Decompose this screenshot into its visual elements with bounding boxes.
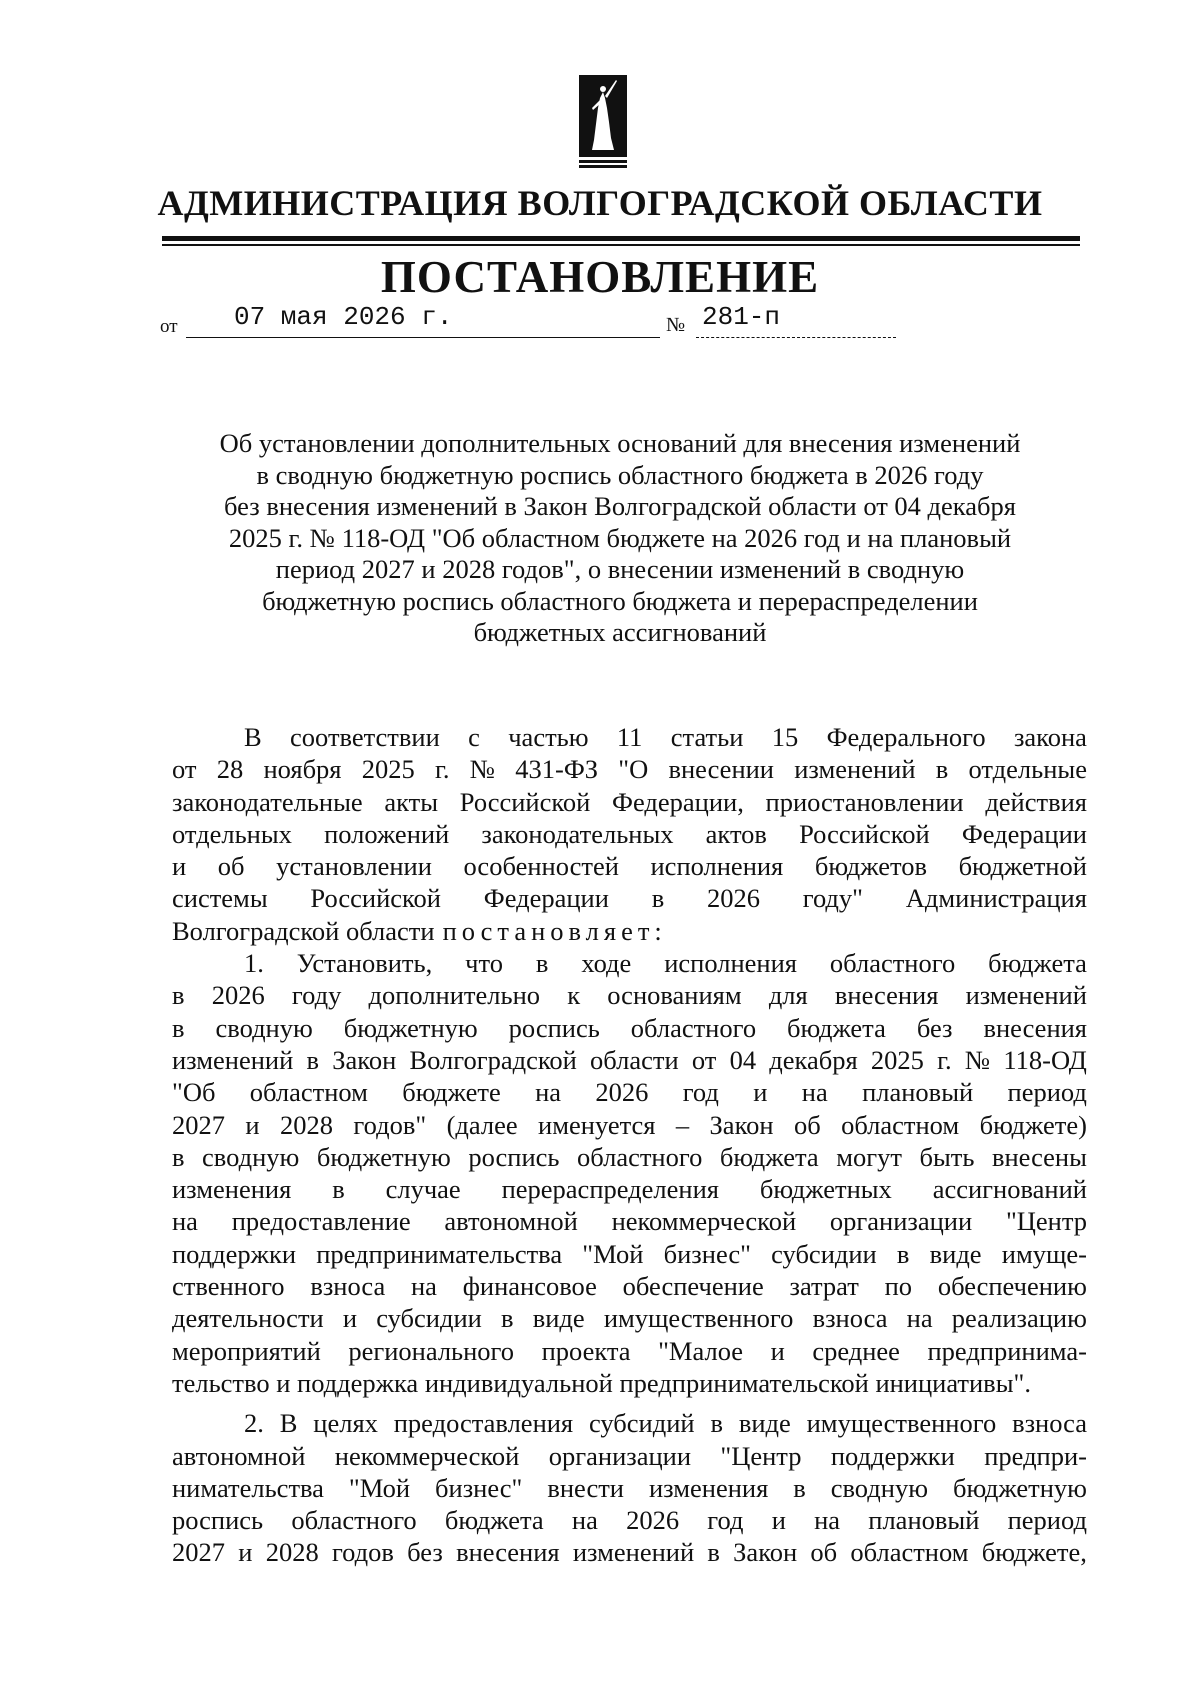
word: бюджетных xyxy=(759,1174,892,1205)
paragraph-gap xyxy=(172,1399,1087,1407)
word: бюджетную xyxy=(316,1141,451,1172)
word: изменений xyxy=(172,1044,294,1075)
word: исполнения xyxy=(664,948,797,979)
word: Закон xyxy=(709,1109,774,1140)
word: случае xyxy=(385,1174,461,1205)
word: областного xyxy=(291,1505,417,1536)
word: № xyxy=(469,754,496,785)
word: проекта xyxy=(541,1335,631,1366)
word: декабря xyxy=(769,1044,858,1075)
word: Закон xyxy=(332,1044,397,1075)
word: предпринимательства xyxy=(316,1238,563,1269)
body-line xyxy=(172,786,1087,818)
word: Администрация xyxy=(905,883,1087,914)
word: имуще- xyxy=(1001,1238,1087,1269)
word: в xyxy=(172,1012,185,1043)
word: бизнес" xyxy=(663,1238,751,1269)
word: Волгоградской xyxy=(409,1044,577,1075)
word: г. xyxy=(434,754,450,785)
volgograd-emblem-icon xyxy=(578,74,628,170)
word: ственного xyxy=(172,1271,285,1302)
word: 2027 xyxy=(172,1109,225,1140)
word: в xyxy=(172,980,185,1011)
word: на xyxy=(814,1505,841,1536)
word: бюджета xyxy=(444,1505,544,1536)
word: поддержки xyxy=(830,1440,955,1471)
decree-word: постановляет: xyxy=(442,915,667,946)
body-line xyxy=(172,753,1087,785)
subject-line: бюджетную роспись областного бюджета и перераспределении xyxy=(262,585,978,616)
word: на xyxy=(571,1505,598,1536)
word: годов xyxy=(331,1537,394,1568)
word: ассигнований xyxy=(932,1174,1087,1205)
document-body xyxy=(172,721,1087,1569)
header-rule-thick xyxy=(162,236,1080,241)
word: изменения xyxy=(172,1174,292,1205)
word: в xyxy=(896,1238,910,1269)
word: внесения xyxy=(983,1012,1087,1043)
word: год xyxy=(707,1505,744,1536)
word: реализацию xyxy=(951,1303,1087,1334)
word: сводную xyxy=(830,1472,929,1503)
date-label: от xyxy=(160,316,178,337)
word: области xyxy=(590,1044,679,1075)
word: Федерального xyxy=(826,722,986,752)
body-line xyxy=(172,1270,1087,1302)
body-line xyxy=(172,1205,1087,1237)
subject-line: в сводную бюджетную роспись областного бюджета в 2026 году xyxy=(256,459,984,490)
body-line xyxy=(172,1302,1087,1334)
word: частью xyxy=(508,722,589,752)
word: изменения xyxy=(648,1472,769,1503)
word: и xyxy=(245,1109,260,1140)
word: 15 xyxy=(771,722,799,752)
date-number-line xyxy=(160,302,860,342)
word: бюджета xyxy=(787,1012,886,1043)
word: организации xyxy=(829,1206,973,1237)
word: что xyxy=(465,948,503,979)
word: исполнения xyxy=(650,851,784,882)
word: дополнительно xyxy=(368,980,541,1011)
word: взноса xyxy=(310,1271,386,1302)
subject-line: без внесения изменений в Закон Волгоградской области от 04 декабря xyxy=(224,491,1016,521)
word: "Малое xyxy=(658,1335,744,1366)
word: и xyxy=(771,1505,786,1536)
word: 04 xyxy=(729,1044,757,1075)
word: в xyxy=(710,1408,723,1439)
word: взноса xyxy=(1012,1408,1087,1439)
word: 2026 xyxy=(595,1077,649,1108)
word: плановый xyxy=(868,1505,980,1536)
body-line xyxy=(172,1440,1087,1472)
word: обеспечению xyxy=(937,1271,1087,1302)
word: бюджетной xyxy=(958,851,1087,882)
body-line-last xyxy=(172,1367,1087,1399)
word: бюджета xyxy=(988,948,1087,979)
word: областного xyxy=(829,948,956,979)
word: Российской xyxy=(799,818,930,849)
word: для xyxy=(768,980,808,1011)
word: по xyxy=(884,1271,913,1302)
word: изменений xyxy=(965,980,1087,1011)
word: годов" xyxy=(353,1109,427,1140)
word: в xyxy=(935,754,949,785)
word: именуется xyxy=(538,1109,656,1140)
word: "Мой xyxy=(348,1472,411,1503)
word: 2028 xyxy=(265,1537,319,1568)
subject-line: бюджетных ассигнований xyxy=(473,617,767,647)
word: об xyxy=(217,851,245,882)
body-line xyxy=(172,1141,1087,1173)
body-line xyxy=(172,850,1087,882)
organization-title: АДМИНИСТРАЦИЯ ВОЛГОГРАДСКОЙ ОБЛАСТИ xyxy=(157,183,1043,223)
word: действия xyxy=(985,786,1087,817)
word: отдельные xyxy=(968,754,1087,785)
word: предпринима- xyxy=(927,1335,1087,1366)
word: "Об xyxy=(172,1077,216,1108)
word: внесения xyxy=(456,1537,560,1568)
word: В xyxy=(279,1408,298,1439)
subject-line: Об установлении дополнительных оснований для внесения изменений xyxy=(219,428,1021,458)
body-line-decree xyxy=(172,915,1087,947)
body-line xyxy=(172,1407,1087,1439)
body-line xyxy=(172,1335,1087,1367)
word: к xyxy=(567,980,581,1011)
word: областном xyxy=(249,1077,368,1108)
word: внесении xyxy=(668,754,774,785)
word: и xyxy=(238,1537,253,1568)
number-label: № xyxy=(666,314,686,336)
word: бюджетную xyxy=(343,1012,478,1043)
word: областного xyxy=(630,1012,757,1043)
word: некоммерческой xyxy=(334,1440,520,1471)
word: без xyxy=(916,1012,953,1043)
word: актов xyxy=(705,818,767,849)
word: предпри- xyxy=(984,1440,1087,1471)
word: плановый xyxy=(862,1077,974,1108)
word: без xyxy=(407,1537,443,1568)
word: и xyxy=(753,1077,768,1108)
word: об xyxy=(793,1109,821,1140)
word: виде xyxy=(738,1408,791,1439)
body-line xyxy=(172,818,1087,850)
word: 2026 xyxy=(626,1505,680,1536)
word: в xyxy=(306,1044,320,1075)
word: областного xyxy=(577,1141,703,1172)
preamble-last-text: Волгоградской области xyxy=(172,915,435,946)
word: "О xyxy=(618,754,649,785)
word: Закон xyxy=(733,1537,798,1568)
body-line xyxy=(172,1076,1087,1108)
word: в xyxy=(535,948,549,979)
word: на xyxy=(801,1077,828,1108)
word: предоставление xyxy=(231,1206,411,1237)
word: в xyxy=(332,1174,345,1205)
word: системы xyxy=(172,883,268,914)
word: приостановлении xyxy=(765,786,964,817)
word: в xyxy=(707,1537,720,1568)
body-line xyxy=(172,1504,1087,1536)
word: в xyxy=(172,1141,185,1172)
body-line xyxy=(172,979,1087,1011)
word: отдельных xyxy=(172,818,292,849)
word: году" xyxy=(802,883,863,914)
word: субсидии xyxy=(376,1303,482,1334)
body-line xyxy=(172,1044,1087,1076)
word: бюджета xyxy=(719,1141,819,1172)
word: некоммерческой xyxy=(611,1206,797,1237)
body-line xyxy=(172,1109,1087,1141)
word: финансовое xyxy=(462,1271,597,1302)
word: "Центр xyxy=(720,1440,802,1471)
word: и xyxy=(342,1303,358,1334)
number-value: 281-п xyxy=(696,302,896,338)
word: № xyxy=(964,1044,991,1075)
word: сводную xyxy=(202,1141,300,1172)
word: деятельности xyxy=(172,1303,324,1334)
word: от xyxy=(172,754,197,785)
word: 431-ФЗ xyxy=(515,754,599,785)
word: среднее xyxy=(812,1335,900,1366)
word: 2025 xyxy=(361,754,415,785)
word: "Мой xyxy=(582,1238,644,1269)
word: роспись xyxy=(468,1141,560,1172)
word: и xyxy=(770,1335,785,1366)
word: "Центр xyxy=(1005,1206,1087,1237)
body-line xyxy=(172,1536,1087,1568)
word: регионального xyxy=(348,1335,515,1366)
word: поддержки xyxy=(172,1238,297,1269)
word: организации xyxy=(548,1440,692,1471)
body-line xyxy=(172,1173,1087,1205)
word: имущественного xyxy=(603,1303,794,1334)
word: Российской xyxy=(310,883,441,914)
word: бизнес" xyxy=(435,1472,523,1503)
word: особенностей xyxy=(463,851,619,882)
word: 28 xyxy=(216,754,244,785)
word: Федерации, xyxy=(612,786,744,817)
word: затрат xyxy=(789,1271,859,1302)
subject-line: 2025 г. № 118-ОД "Об областном бюджете на 2026 год и на плановый xyxy=(228,522,1012,553)
item1-last-text: тельство и поддержка индивидуальной предпринимательской инициативы". xyxy=(172,1367,1031,1398)
word: положений xyxy=(324,818,450,849)
body-line xyxy=(172,947,1087,979)
word: бюджетов xyxy=(814,851,927,882)
word: взноса xyxy=(812,1303,888,1334)
word: обеспечение xyxy=(622,1271,764,1302)
word: (далее xyxy=(446,1109,518,1140)
word: на xyxy=(411,1271,437,1302)
word: предоставления xyxy=(393,1408,574,1439)
word: изменений xyxy=(794,754,916,785)
word: бюджете) xyxy=(979,1109,1087,1140)
word: об xyxy=(810,1537,838,1568)
word: законодательных xyxy=(481,818,674,849)
word: бюджете xyxy=(402,1077,501,1108)
word: 2027 xyxy=(172,1537,225,1568)
word: роспись xyxy=(172,1505,264,1536)
word: 1. xyxy=(244,948,264,979)
word: в xyxy=(501,1303,514,1334)
word: автономной xyxy=(172,1440,306,1471)
word: мероприятий xyxy=(172,1335,321,1366)
word: период xyxy=(1007,1077,1087,1108)
word: 2. xyxy=(244,1408,264,1439)
word: от xyxy=(691,1044,717,1075)
word: законодательные xyxy=(172,786,363,817)
word: роспись xyxy=(508,1012,600,1043)
word: 2028 xyxy=(280,1109,333,1140)
word: на xyxy=(172,1206,198,1237)
word: и xyxy=(172,851,187,882)
word: ноября xyxy=(263,754,342,785)
word: Федерации xyxy=(961,818,1087,849)
word: закона xyxy=(1013,722,1087,752)
word: 2026 xyxy=(211,980,265,1011)
word: нимательства xyxy=(172,1472,324,1503)
word: на xyxy=(535,1077,562,1108)
word: году xyxy=(291,980,342,1011)
word: период xyxy=(1007,1505,1087,1536)
word: перераспределения xyxy=(501,1174,719,1205)
word: Российской xyxy=(459,786,591,817)
word: субсидии xyxy=(771,1238,877,1269)
word: соответствии xyxy=(290,722,440,752)
word: областном xyxy=(850,1537,969,1568)
word: установлении xyxy=(276,851,432,882)
word: быть xyxy=(919,1141,975,1172)
word: 118-ОД xyxy=(1003,1044,1087,1075)
word: статьи xyxy=(670,722,744,752)
word: внесены xyxy=(991,1141,1087,1172)
word: с xyxy=(468,722,480,752)
word: год xyxy=(682,1077,719,1108)
word: ходе xyxy=(581,948,632,979)
word: внесения xyxy=(834,980,939,1011)
word: целях xyxy=(313,1408,378,1439)
word: сводную xyxy=(215,1012,313,1043)
word: внести xyxy=(547,1472,624,1503)
word: на xyxy=(906,1303,933,1334)
word: г. xyxy=(937,1044,952,1075)
word: изменений xyxy=(572,1537,695,1568)
subject-line: период 2027 и 2028 годов", о внесении изменений в сводную xyxy=(275,554,965,584)
word: В xyxy=(244,722,262,752)
word: областном xyxy=(841,1109,960,1140)
body-line xyxy=(172,1472,1087,1504)
word: 11 xyxy=(616,722,643,752)
word: имущественного xyxy=(806,1408,997,1439)
word: Федерации xyxy=(483,883,609,914)
word: – xyxy=(675,1109,690,1140)
word: 2025 xyxy=(870,1044,924,1075)
document-subject xyxy=(160,428,1080,649)
word: автономной xyxy=(444,1206,578,1237)
document-type-title: ПОСТАНОВЛЕНИЕ xyxy=(380,252,820,302)
word: основаниям xyxy=(607,980,742,1011)
word: виде xyxy=(929,1238,982,1269)
body-line xyxy=(172,1012,1087,1044)
word: виде xyxy=(532,1303,585,1334)
body-line xyxy=(172,882,1087,914)
word: в xyxy=(793,1472,806,1503)
body-line xyxy=(172,721,1087,753)
word: бюджетную xyxy=(952,1472,1087,1503)
word: акты xyxy=(384,786,439,817)
header-rule-thin xyxy=(162,244,1080,246)
date-value: 07 мая 2026 г. xyxy=(186,302,660,338)
body-line xyxy=(172,1238,1087,1270)
word: бюджете, xyxy=(981,1537,1087,1568)
word: в xyxy=(651,883,665,914)
word: 2026 xyxy=(706,883,760,914)
word: субсидий xyxy=(588,1408,695,1439)
word: могут xyxy=(836,1141,902,1172)
word: Установить, xyxy=(296,948,433,979)
